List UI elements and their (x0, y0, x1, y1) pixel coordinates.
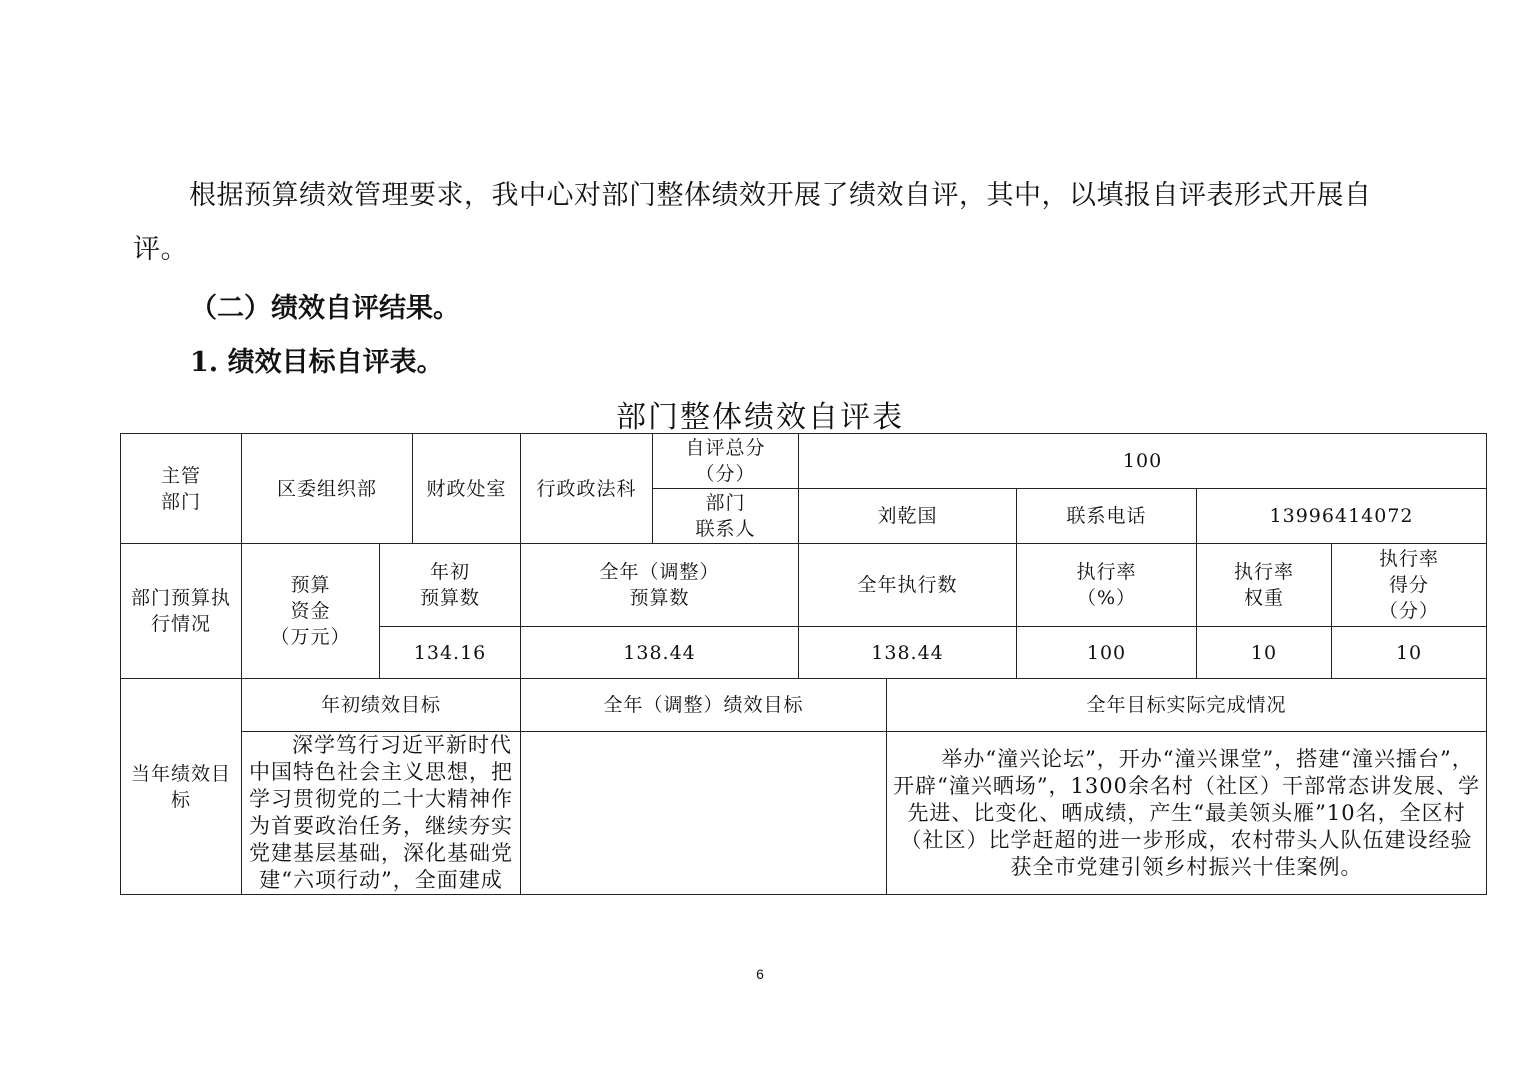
phone-label: 联系电话 (1017, 489, 1197, 544)
score-label: 自评总分 （分） (653, 434, 799, 489)
actual-completion-cell (887, 732, 1487, 895)
subsection-heading: 1. 绩效目标自评表。 (190, 347, 444, 378)
goals-header-actual: 全年目标实际完成情况 (887, 679, 1487, 732)
initial-goal-cell (242, 732, 521, 895)
actual-completion-text: 举办“潼兴论坛”，开办“潼兴课堂”，搭建“潼兴擂台”，开辟“潼兴晒场”，1300余名村（社区）干部常态讲发展、学先进、比变化、晒成绩，产生“最美领头雁”10名，全区村（社区）比学赶超的进一步形成，农村带头人队伍建设经验获全市党建引领乡村振兴十佳案例。 (893, 746, 1480, 879)
budget-value-rate: 100 (1017, 627, 1197, 679)
phone-value: 13996414072 (1197, 489, 1487, 544)
budget-value-executed: 138.44 (799, 627, 1017, 679)
intro-text: 根据预算绩效管理要求，我中心对部门整体绩效开展了绩效自评，其中，以填报自评表形式开展自评。 (133, 180, 1372, 265)
table-row (121, 544, 1487, 627)
score-value: 100 (799, 434, 1487, 489)
section-heading: （二）绩效自评结果。 (190, 293, 460, 324)
budget-value-initial: 134.16 (380, 627, 521, 679)
budget-header-rate: 执行率 （%） (1017, 544, 1197, 627)
budget-funds-label: 预算 资金 （万元） (242, 544, 380, 679)
budget-section-label: 部门预算执行情况 (121, 544, 242, 679)
page-number: 6 (756, 966, 764, 982)
budget-header-weight: 执行率 权重 (1197, 544, 1332, 627)
goals-header-adjusted: 全年（调整）绩效目标 (521, 679, 887, 732)
budget-header-initial: 年初 预算数 (380, 544, 521, 627)
table-title: 部门整体绩效自评表 (616, 400, 904, 435)
table-row (121, 732, 1487, 895)
budget-header-score: 执行率 得分 （分） (1332, 544, 1487, 627)
initial-goal-text: 深学笃行习近平新时代中国特色社会主义思想，把学习贯彻党的二十大精神作为首要政治任务，继续夯实党建基层基础，深化基础党建“六项行动”，全面建成 (249, 733, 513, 892)
finance-office-label: 财政处室 (413, 434, 521, 544)
budget-value-adjusted: 138.44 (521, 627, 799, 679)
supervisor-value: 区委组织部 (242, 434, 413, 544)
budget-header-adjusted: 全年（调整） 预算数 (521, 544, 799, 627)
finance-office-value: 行政政法科 (521, 434, 653, 544)
budget-value-weight: 10 (1197, 627, 1332, 679)
contact-value: 刘乾国 (799, 489, 1017, 544)
table-row (121, 434, 1487, 489)
intro-paragraph (133, 169, 1395, 277)
budget-value-score: 10 (1332, 627, 1487, 679)
adjusted-goal-cell (521, 732, 887, 895)
goals-header-initial: 年初绩效目标 (242, 679, 521, 732)
evaluation-table (120, 433, 1487, 895)
budget-header-executed: 全年执行数 (799, 544, 1017, 627)
table-row (121, 679, 1487, 732)
goals-section-label: 当年绩效目标 (121, 679, 242, 895)
supervisor-label: 主管 部门 (121, 434, 242, 544)
contact-label: 部门 联系人 (653, 489, 799, 544)
